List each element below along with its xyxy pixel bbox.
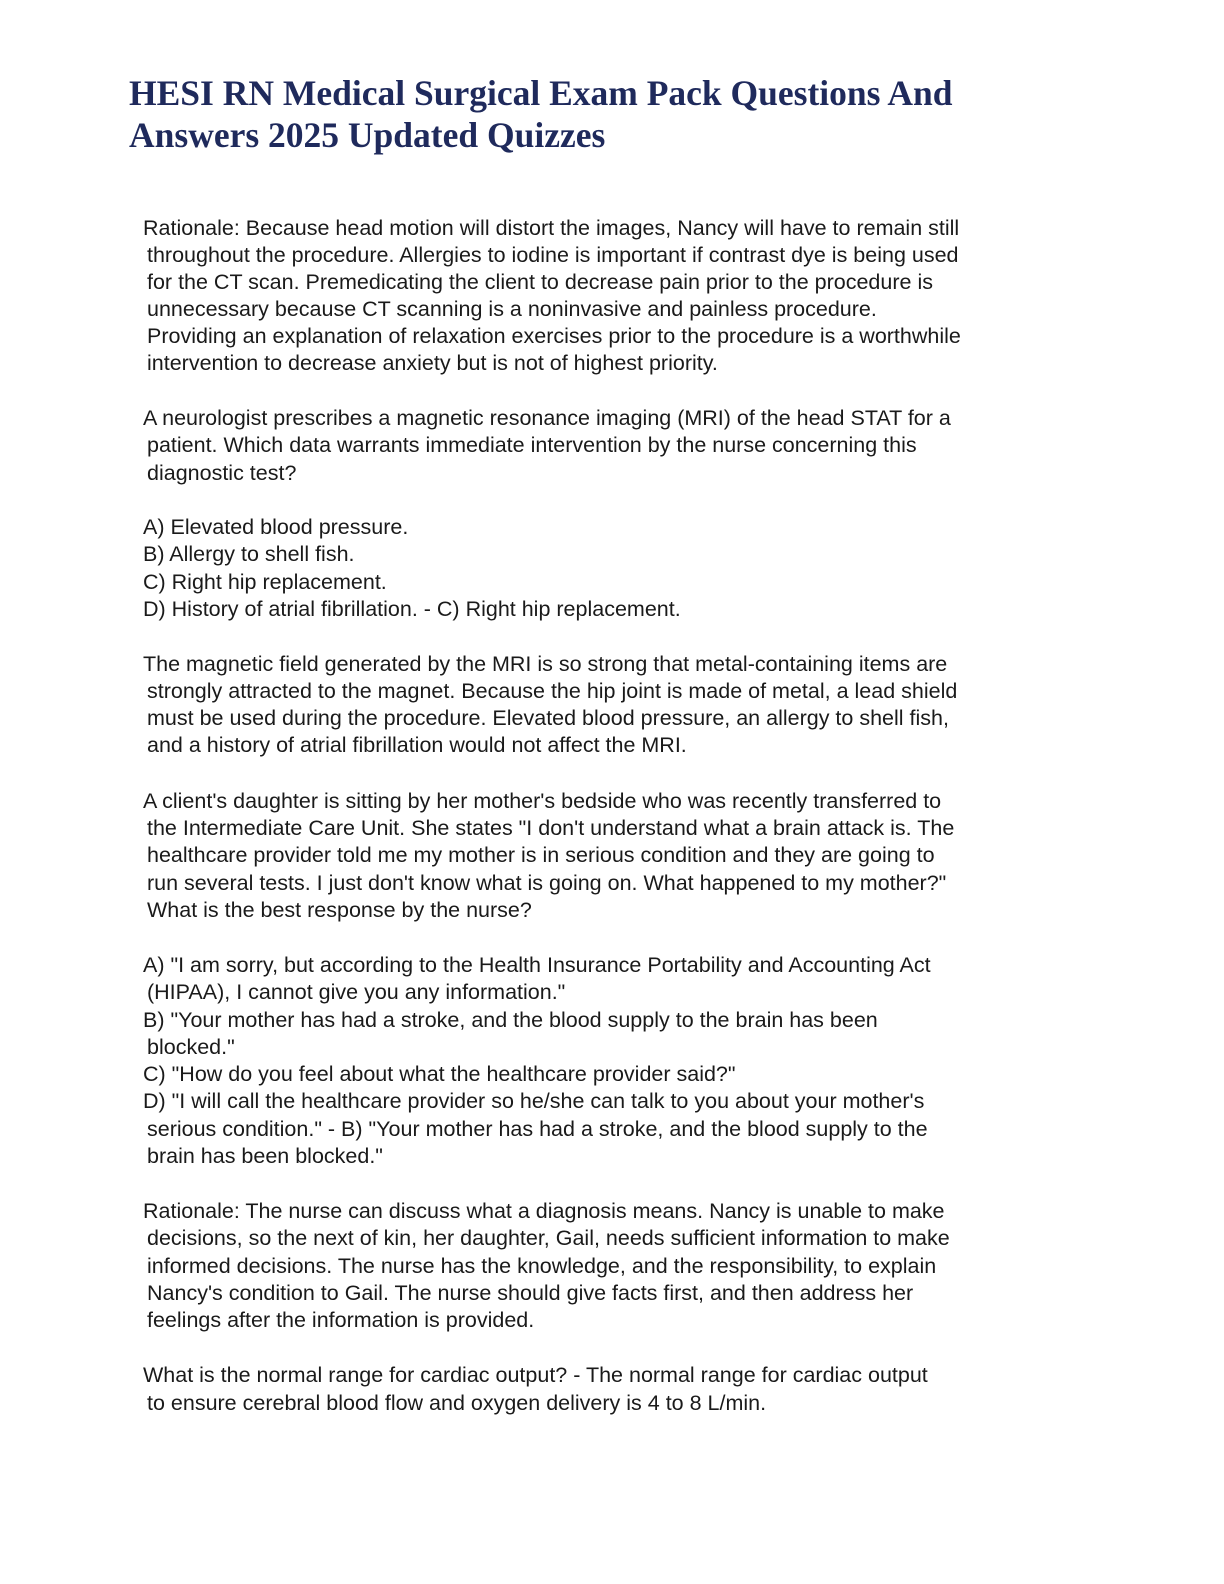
text-line: Rationale: The nurse can discuss what a diagnosis means. Nancy is unable to make: [143, 1199, 945, 1223]
text-line: A client's daughter is sitting by her mother's bedside who was recently transferred to: [143, 789, 942, 813]
text-line: unnecessary because CT scanning is a noninvasive and painless procedure.: [147, 297, 877, 321]
option-line: blocked.": [147, 1035, 235, 1059]
title-line: Answers 2025 Updated Quizzes: [129, 115, 606, 155]
option-line: (HIPAA), I cannot give you any information.": [147, 980, 566, 1004]
text-line: informed decisions. The nurse has the knowledge, and the responsibility, to explain: [147, 1254, 937, 1278]
text-line: Rationale: Because head motion will distort the images, Nancy will have to remain still: [143, 216, 960, 240]
text-line: for the CT scan. Premedicating the client to decrease pain prior to the procedure is: [147, 270, 933, 294]
text-line: must be used during the procedure. Elevated blood pressure, an allergy to shell fish,: [147, 706, 949, 730]
title-line: HESI RN Medical Surgical Exam Pack Questions And: [129, 73, 953, 113]
option-line: brain has been blocked.": [147, 1144, 383, 1168]
text-line: and a history of atrial fibrillation would not affect the MRI.: [147, 733, 687, 757]
text-line: patient. Which data warrants immediate intervention by the nurse concerning this: [147, 433, 917, 457]
text-line: What is the best response by the nurse?: [147, 898, 532, 922]
text-line: throughout the procedure. Allergies to iodine is important if contrast dye is being used: [147, 243, 959, 267]
option-line: serious condition." - B) "Your mother has had a stroke, and the blood supply to the: [147, 1117, 928, 1141]
text-line: Nancy's condition to Gail. The nurse should give facts first, and then address her: [147, 1281, 914, 1305]
text-line: A neurologist prescribes a magnetic resonance imaging (MRI) of the head STAT for a: [143, 406, 951, 430]
option-line: B) "Your mother has had a stroke, and the blood supply to the brain has been: [143, 1008, 878, 1032]
option-line: B) Allergy to shell fish.: [143, 542, 355, 566]
text-line: to ensure cerebral blood flow and oxygen delivery is 4 to 8 L/min.: [147, 1391, 767, 1415]
text-line: healthcare provider told me my mother is in serious condition and they are going to: [147, 843, 935, 867]
text-line: feelings after the information is provided.: [147, 1308, 535, 1332]
document-title: [129, 72, 1089, 156]
option-line: C) "How do you feel about what the healthcare provider said?": [143, 1062, 736, 1086]
option-line: D) History of atrial fibrillation. - C) Right hip replacement.: [143, 597, 681, 621]
option-line: A) Elevated blood pressure.: [143, 515, 409, 539]
text-line: The magnetic field generated by the MRI is so strong that metal-containing items are: [143, 652, 948, 676]
option-line: A) "I am sorry, but according to the Health Insurance Portability and Accounting Act: [143, 953, 931, 977]
text-line: decisions, so the next of kin, her daughter, Gail, needs sufficient information to make: [147, 1226, 950, 1250]
text-line: the Intermediate Care Unit. She states "I don't understand what a brain attack is. The: [147, 816, 955, 840]
text-line: Providing an explanation of relaxation exercises prior to the procedure is a worthwhile: [147, 324, 961, 348]
text-line: diagnostic test?: [147, 461, 297, 485]
text-line: run several tests. I just don't know what is going on. What happened to my mother?": [147, 871, 947, 895]
text-line: strongly attracted to the magnet. Because the hip joint is made of metal, a lead shield: [147, 679, 958, 703]
text-line: What is the normal range for cardiac output? - The normal range for cardiac output: [143, 1363, 928, 1387]
option-line: D) "I will call the healthcare provider so he/she can talk to you about your mother's: [143, 1089, 925, 1113]
text-line: intervention to decrease anxiety but is not of highest priority.: [147, 351, 718, 375]
option-line: C) Right hip replacement.: [143, 570, 387, 594]
